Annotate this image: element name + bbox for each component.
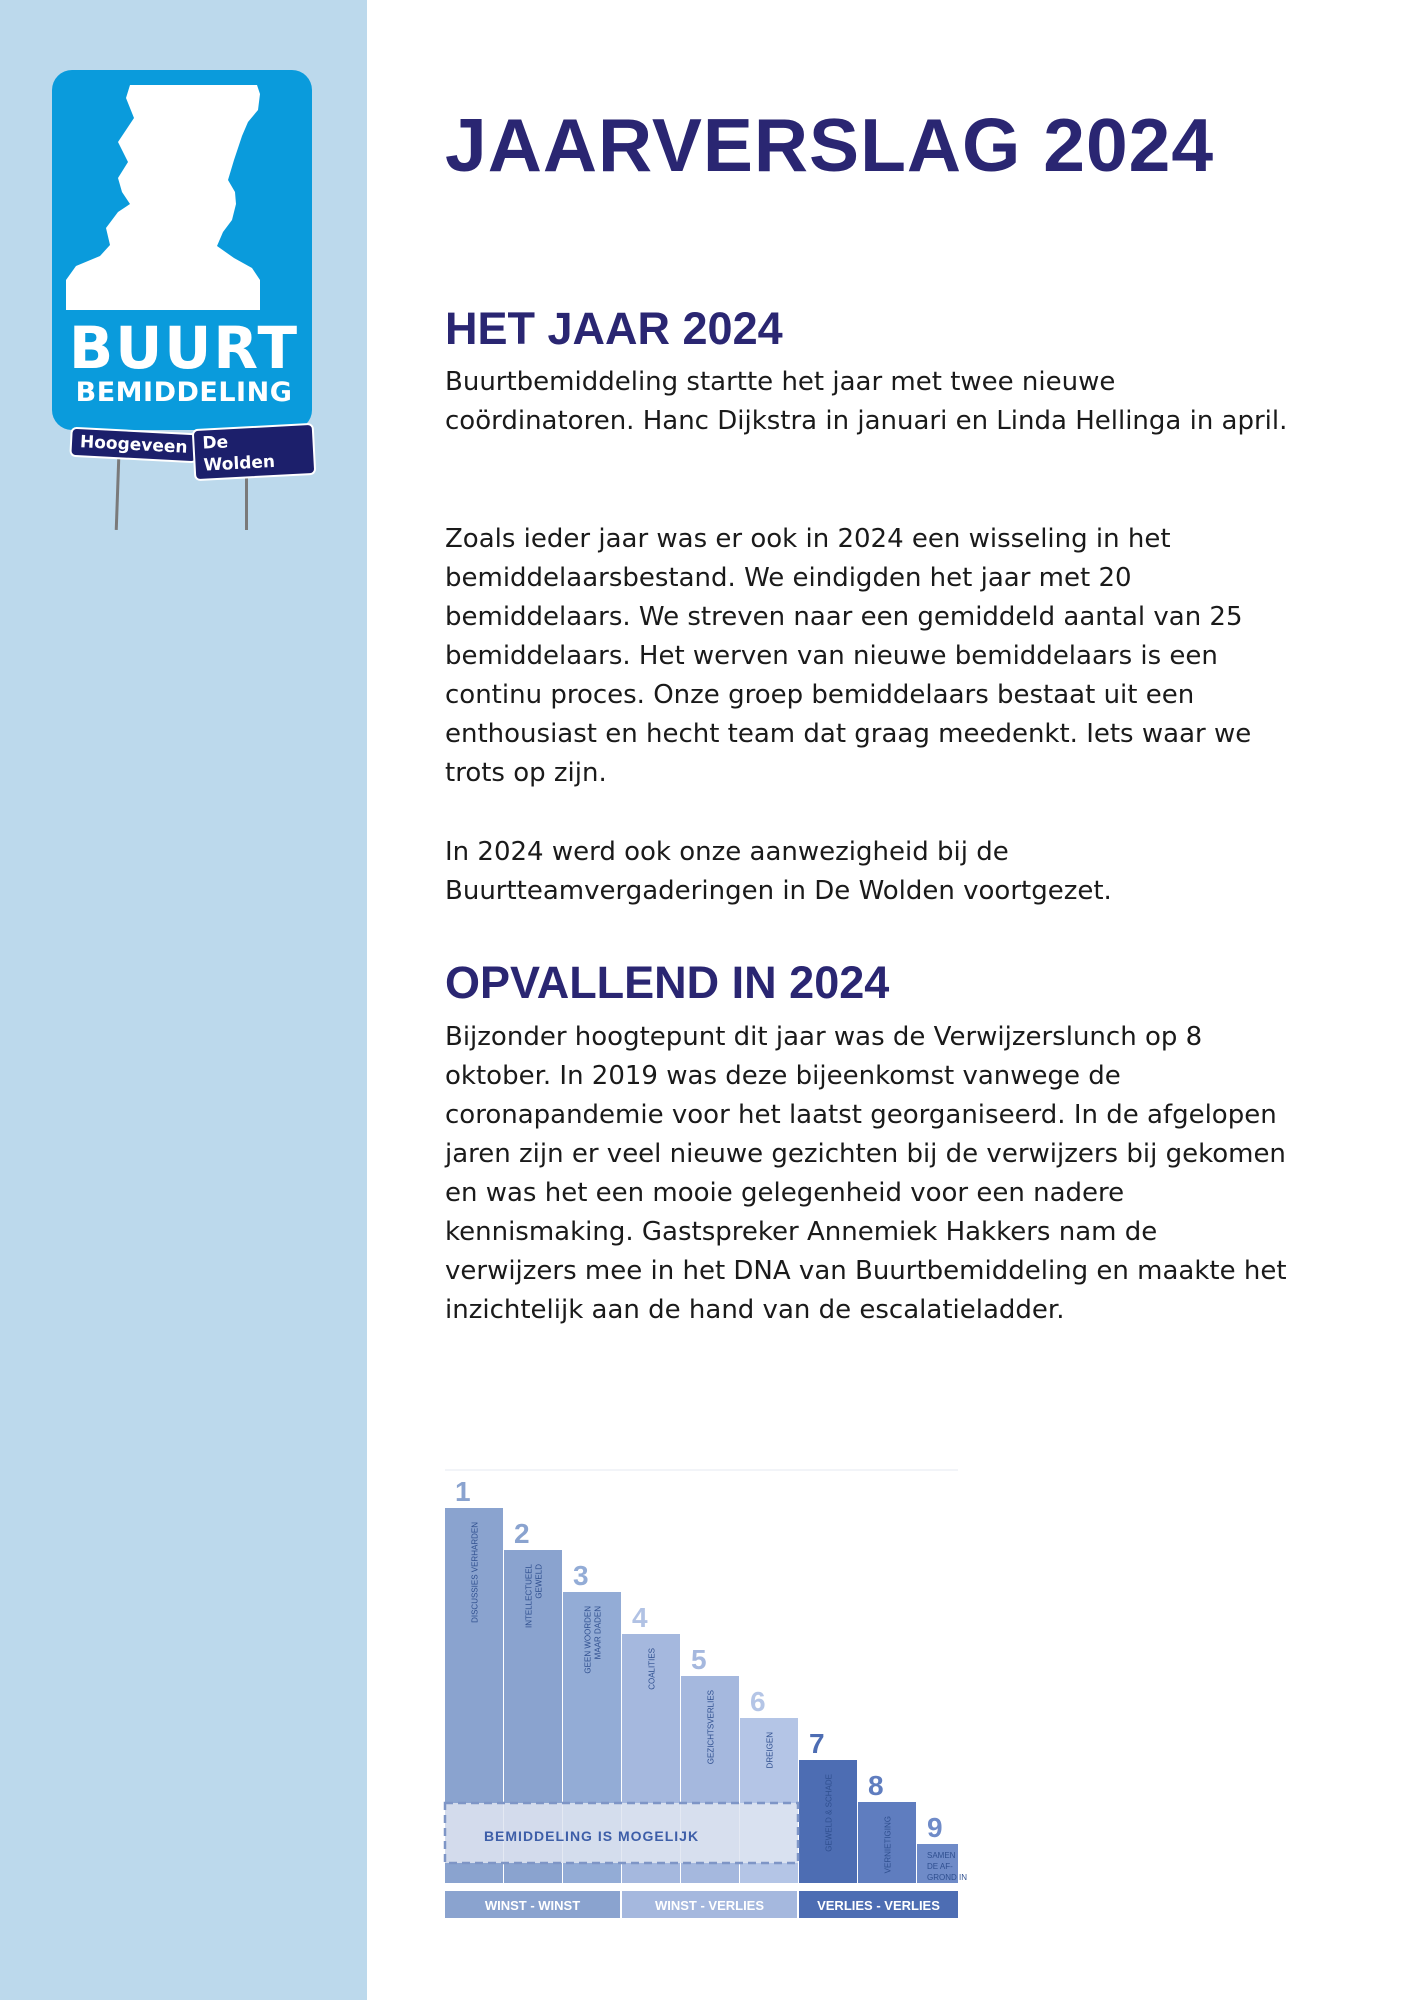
section-heading-opvallend: OPVALLEND IN 2024: [445, 957, 890, 1008]
ladder-step-label-7: GEWELD & SCHADE: [824, 1774, 834, 1852]
logo-tag-hoogeveen: Hoogeveen: [69, 427, 198, 464]
ladder-step-label-9: DE AF-: [927, 1862, 953, 1871]
faces-vase-icon: [52, 70, 312, 320]
ladder-step-label-5: GEZICHTSVERLIES: [706, 1690, 716, 1765]
ladder-bottom-label-1: WINST - WINST: [484, 1898, 581, 1913]
mediation-zone-label: BEMIDDELING IS MOGELIJK: [483, 1828, 700, 1844]
logo-word-bemiddeling: BEMIDDELING: [75, 377, 293, 408]
ladder-step-number-9: 9: [927, 1812, 943, 1843]
logo-word-buurt: BUURT: [68, 314, 300, 382]
ladder-step-number-4: 4: [632, 1602, 648, 1633]
paragraph-2: Zoals ieder jaar was er ook in 2024 een wisseling in het bemiddelaarsbestand. We eindigden het jaar met 20 bemiddelaars. We streven naar een gemiddeld aantal van 25 bemiddelaars. Het werven van nieuwe bemiddelaars is een continu proces. Onze groep bemiddelaars bestaat uit een enthousiast en hecht team dat graag meedenkt. Iets waar we trots op zijn.: [445, 524, 1252, 788]
escalation-ladder-graphic: [445, 1468, 967, 1920]
ladder-step-label-4: COALITIES: [647, 1648, 657, 1690]
section-heading-het-jaar: HET JAAR 2024: [445, 303, 783, 354]
ladder-step-label-3: MAAR DADEN: [593, 1606, 603, 1660]
ladder-step-number-3: 3: [573, 1560, 589, 1591]
ladder-step-label-8: VERNIETIGING: [883, 1816, 893, 1874]
paragraph-4: Bijzonder hoogtepunt dit jaar was de Verwijzerslunch op 8 oktober. In 2019 was deze bijeenkomst vanwege de coronapandemie voor het laatst georganiseerd. In de afgelopen jaren zijn er veel nieuwe gezichten bij de verwijzers bij gekomen en was het een mooie gelegenheid voor een nadere kennismaking. Gastspreker Annemiek Hakkers nam de verwijzers mee in het DNA van Buurtbemiddeling en maakte het inzichtelijk aan de hand van de escalatieladder.: [445, 1022, 1287, 1325]
ladder-bottom-label-3: VERLIES - VERLIES: [817, 1898, 940, 1913]
ladder-step-label-2: GEWELD: [534, 1564, 544, 1599]
ladder-step-label-3: GEEN WOORDEN: [583, 1606, 593, 1674]
ladder-step-label-1: DISCUSSIES VERHARDEN: [470, 1522, 480, 1623]
ladder-bottom-label-2: WINST - VERLIES: [654, 1898, 765, 1913]
escalation-ladder: [445, 1468, 967, 1920]
sidebar: [0, 0, 367, 2000]
logo-tag-de-wolden: De Wolden: [192, 423, 317, 481]
logo: [50, 68, 315, 534]
ladder-step-number-5: 5: [691, 1644, 707, 1675]
ladder-step-number-6: 6: [750, 1686, 766, 1717]
ladder-step-label-2: INTELLECTUEEL: [524, 1564, 534, 1629]
ladder-step-label-9: GROND IN: [927, 1873, 967, 1882]
paragraph-1: Buurtbemiddeling startte het jaar met twee nieuwe coördinatoren. Hanc Dijkstra in januari en Linda Hellinga in april.: [445, 367, 1288, 436]
ladder-step-number-1: 1: [455, 1476, 471, 1507]
ladder-step-number-8: 8: [868, 1770, 884, 1801]
ladder-step-label-9: SAMEN: [927, 1851, 956, 1860]
ladder-step-number-7: 7: [809, 1728, 825, 1759]
logo-sign: [52, 70, 312, 430]
paragraph-3: In 2024 werd ook onze aanwezigheid bij de Buurtteamvergaderingen in De Wolden voortgezet.: [445, 837, 1112, 906]
page-title: JAARVERSLAG 2024: [445, 103, 1215, 187]
sign-pole-left: [115, 458, 121, 530]
ladder-step-label-6: DREIGEN: [765, 1732, 775, 1769]
ladder-step-number-2: 2: [514, 1518, 530, 1549]
